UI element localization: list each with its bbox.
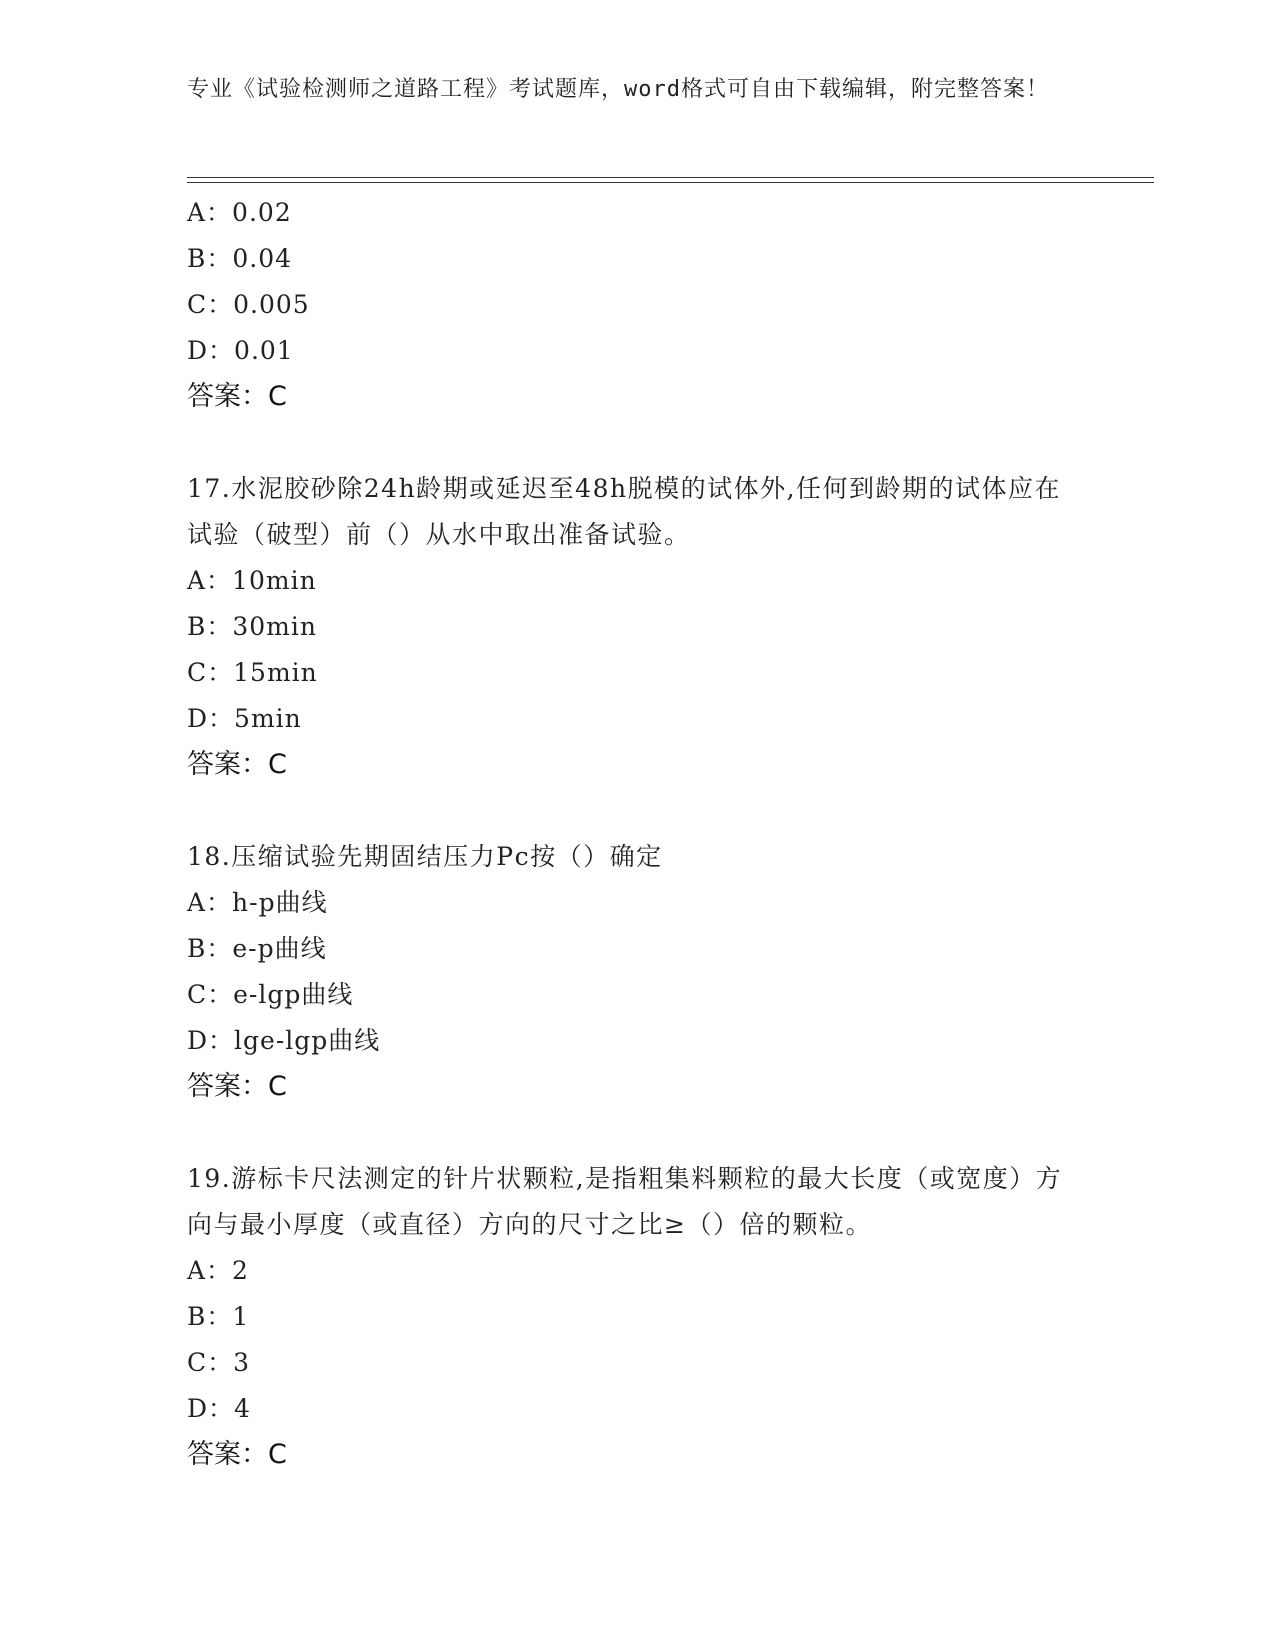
option-b: B：1 <box>187 1302 250 1331</box>
option-a: A：0.02 <box>187 198 292 227</box>
answer-line: 答案：C <box>187 749 287 780</box>
option-d: D：0.01 <box>187 336 294 365</box>
option-c: C：3 <box>187 1348 251 1377</box>
option-b: B：0.04 <box>187 244 293 273</box>
question-text: 19.游标卡尺法测定的针片状颗粒,是指粗集料颗粒的最大长度（或宽度）方向与最小厚度（或直径）方向的尺寸之比≥（）倍的颗粒。 <box>187 1164 1063 1239</box>
option-b: B：30min <box>187 612 317 641</box>
option-a: A：2 <box>187 1256 249 1285</box>
answer-line: 答案：C <box>187 1071 287 1102</box>
option-a: A：h-p曲线 <box>187 888 328 917</box>
question-text: 17.水泥胶砂除24h龄期或延迟至48h脱模的试体外,任何到龄期的试体应在试验（破型）前（）从水中取出准备试验。 <box>187 474 1062 549</box>
option-c: C：15min <box>187 658 318 687</box>
document-header: 专业《试验检测师之道路工程》考试题库，word格式可自由下载编辑，附完整答案！ <box>187 77 1049 102</box>
question-block-17 <box>187 466 1067 788</box>
option-c: C：0.005 <box>187 290 310 319</box>
previous-question-block <box>187 190 1067 420</box>
answer-line: 答案：C <box>187 381 287 412</box>
option-c: C：e-lgp曲线 <box>187 980 354 1009</box>
option-d: D：lge-lgp曲线 <box>187 1026 381 1055</box>
option-d: D：5min <box>187 704 302 733</box>
option-a: A：10min <box>187 566 317 595</box>
option-b: B：e-p曲线 <box>187 934 327 963</box>
question-text: 18.压缩试验先期固结压力Pc按（）确定 <box>187 842 663 871</box>
option-d: D：4 <box>187 1394 251 1423</box>
question-content <box>187 190 1067 1478</box>
header-divider-top <box>187 177 1154 178</box>
question-block-19 <box>187 1156 1067 1478</box>
header-divider-bottom <box>187 182 1154 183</box>
question-block-18 <box>187 834 1067 1110</box>
answer-line: 答案：C <box>187 1439 287 1470</box>
